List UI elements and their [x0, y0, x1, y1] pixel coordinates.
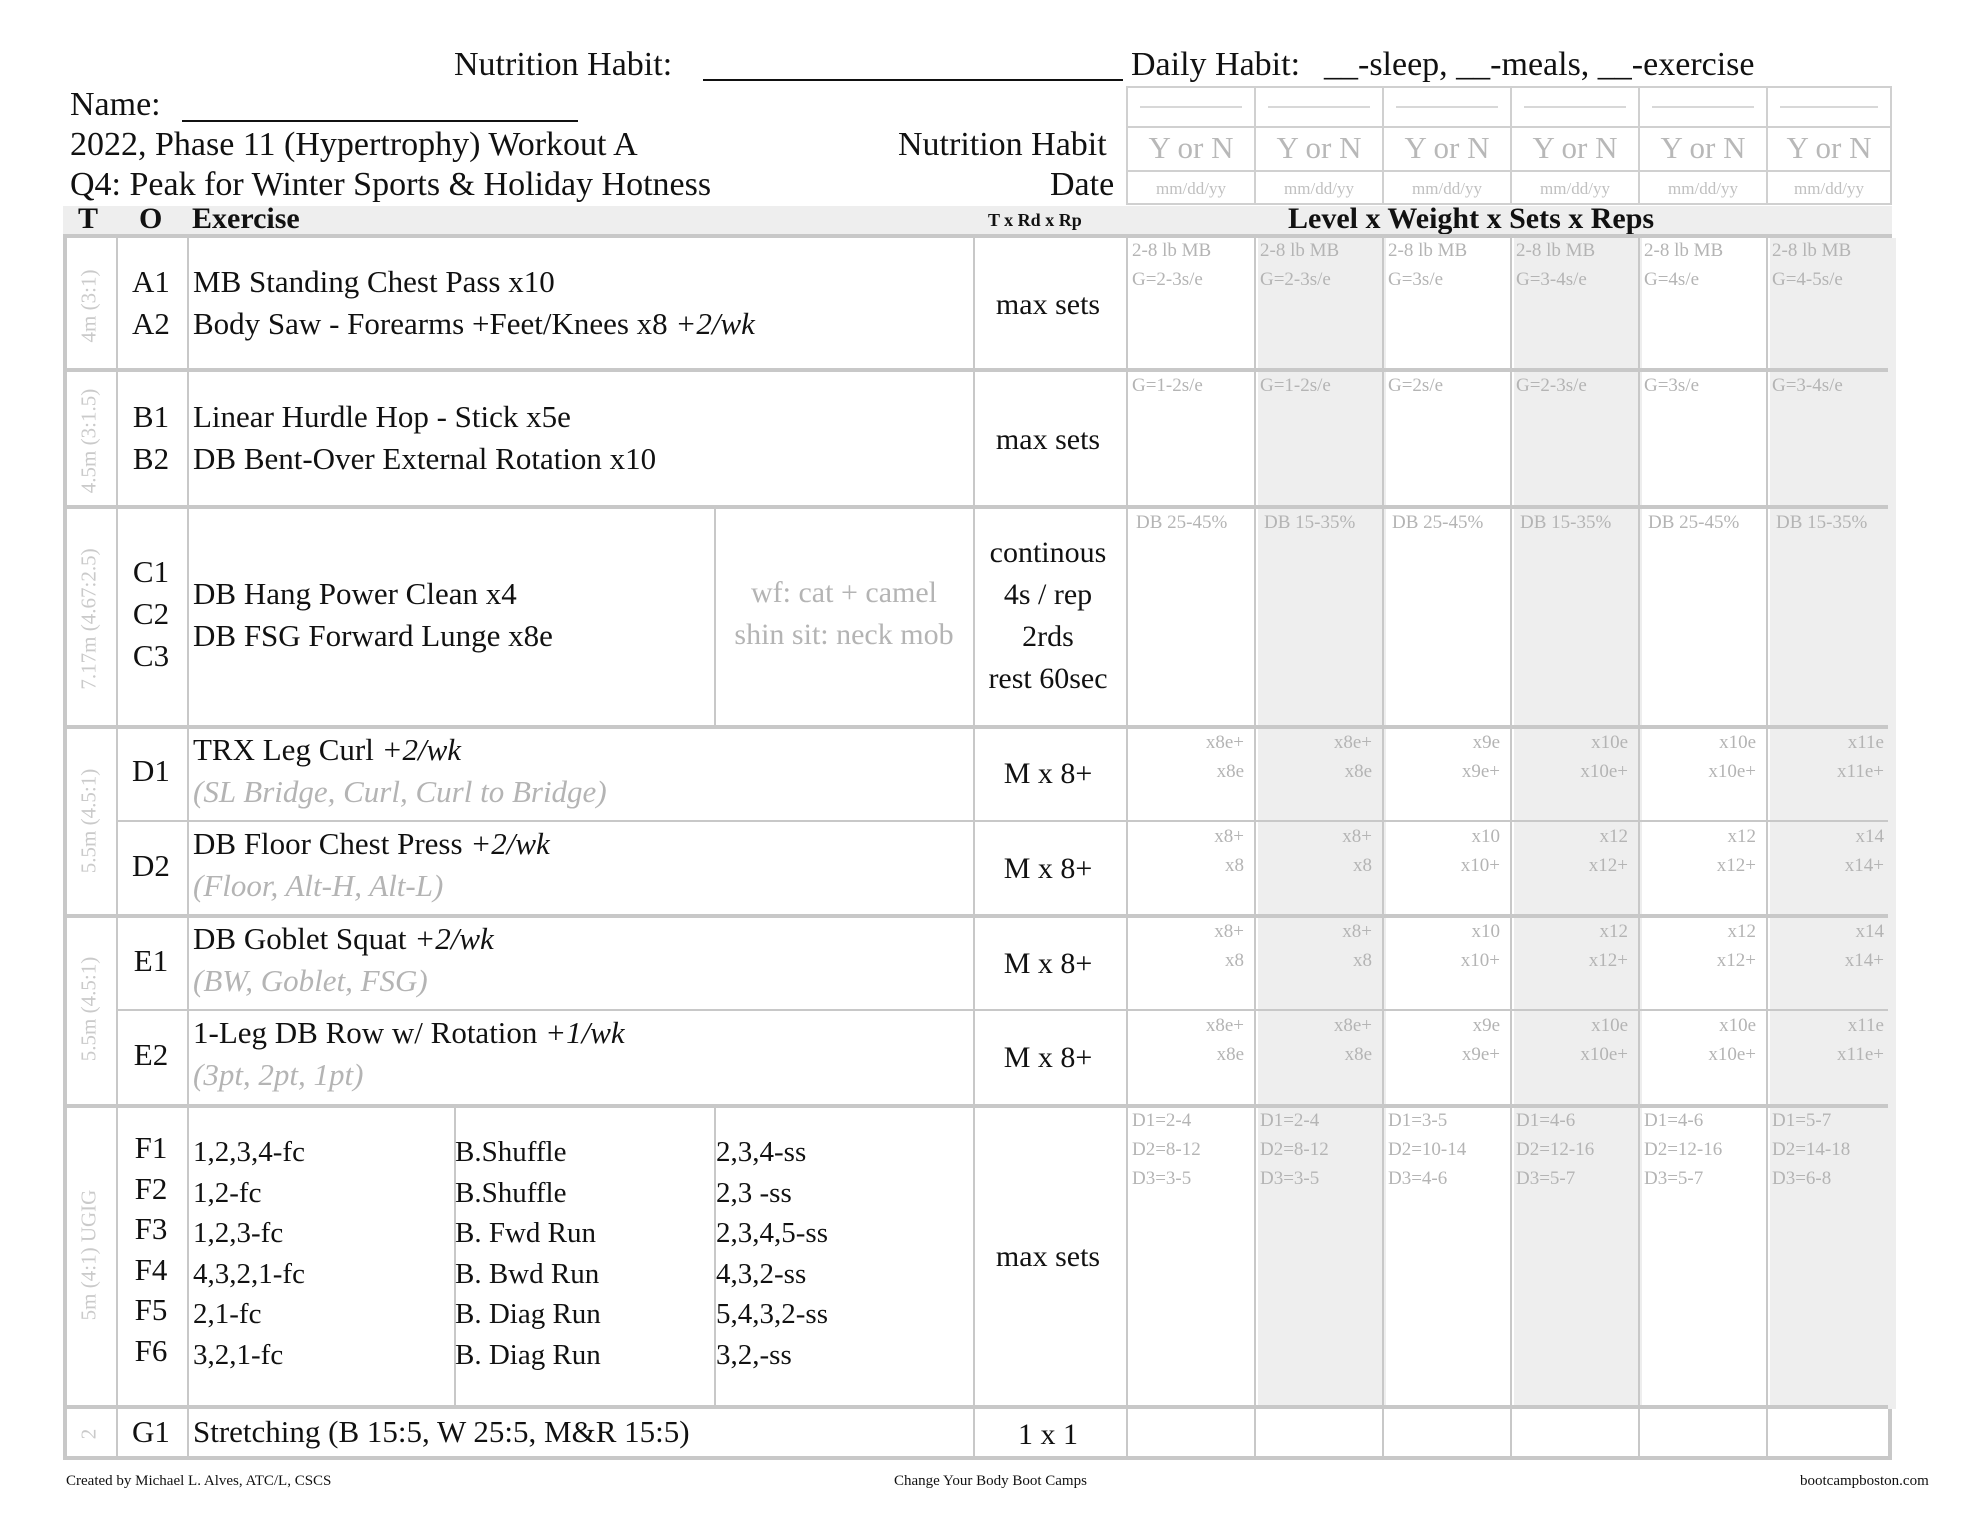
day-target: x8+ [1214, 826, 1244, 847]
day-target: G=3s/e [1388, 269, 1444, 290]
day-target: x11e+ [1837, 1044, 1884, 1065]
day-label-blank [1268, 106, 1370, 108]
drill-sequence: 2,3,4,5-ss [716, 1217, 828, 1249]
day-target: G=2s/e [1388, 375, 1444, 396]
day-target: D1=2-4 [1132, 1110, 1192, 1131]
col-t-header: T [78, 202, 99, 235]
txr-d2: M x 8+ [1003, 852, 1093, 885]
nutrition-yn-cell[interactable]: Y or N [1512, 126, 1638, 172]
day-target: G=3s/e [1644, 375, 1700, 396]
day-target: x8 [1353, 950, 1372, 971]
drill-sequence: 2,3,4-ss [716, 1136, 807, 1168]
daily-tracker-grid [1126, 86, 1892, 205]
name-label: Name: [70, 86, 161, 123]
drill-pattern: 1,2-fc [193, 1176, 262, 1209]
name-line[interactable] [182, 120, 578, 122]
day-target: G=2-3s/e [1516, 375, 1587, 396]
drill-movement: B. Diag Run [455, 1298, 601, 1330]
nutrition-habit-label: Nutrition Habit: [454, 46, 673, 83]
day-label-blank [1652, 106, 1754, 108]
order-f6: F6 [134, 1332, 168, 1368]
day-target: x10+ [1460, 855, 1500, 876]
exercise-e1-variations: (BW, Goblet, FSG) [193, 963, 428, 998]
day-target: x8e+ [1205, 732, 1244, 753]
exercise-c1: DB Hang Power Clean x4 [193, 576, 517, 611]
day-target: G=4-5s/e [1772, 269, 1843, 290]
day-target: x8e+ [1333, 732, 1372, 753]
exercise-b1: Linear Hurdle Hop - Stick x5e [193, 399, 571, 434]
day-target: x8+ [1342, 921, 1372, 942]
nutrition-yn-cell[interactable]: Y or N [1256, 126, 1382, 172]
day-target: x12 [1599, 921, 1628, 942]
exercise-e1-name: DB Goblet Squat [193, 921, 415, 956]
day-label-blank [1524, 106, 1626, 108]
exercise-a1: MB Standing Chest Pass x10 [193, 264, 555, 299]
nutrition-yn-cell[interactable]: Y or N [1640, 126, 1766, 172]
day-target: D1=4-6 [1644, 1110, 1704, 1131]
drill-movement: B. Bwd Run [455, 1257, 600, 1290]
order-g1: G1 [132, 1414, 170, 1449]
day-target: x10+ [1460, 950, 1500, 971]
day-target: x10e+ [1708, 1044, 1756, 1065]
day-target: DB 25-45% [1136, 512, 1228, 533]
day-target: 2-8 lb MB [1644, 240, 1724, 261]
exercise-d2-progression: +2/wk [470, 826, 550, 861]
block-d-time: 5.5m (4.5:1) [76, 768, 101, 874]
day-column-2 [1254, 86, 1384, 205]
day-target: x10e [1719, 1015, 1756, 1036]
exercise-d1-progression: +2/wk [381, 732, 462, 767]
day-target: D1=2-4 [1260, 1110, 1320, 1131]
exercise-d2-name: DB Floor Chest Press [193, 826, 471, 861]
day-target: x11e [1847, 1015, 1884, 1036]
day-target: x10 [1471, 826, 1500, 847]
day-target: D3=3-5 [1132, 1168, 1192, 1189]
day-target: x10e+ [1580, 1044, 1628, 1065]
day-target: x8 [1225, 855, 1244, 876]
date-cell[interactable]: mm/dd/yy [1412, 179, 1482, 198]
exercise-d1 [193, 732, 461, 768]
txr-a: max sets [995, 288, 1101, 321]
day-target: x10 [1471, 921, 1500, 942]
day-target: x8e [1216, 1044, 1244, 1065]
day-target: D2=10-14 [1388, 1139, 1467, 1160]
drill-movement: B.Shuffle [455, 1176, 567, 1209]
day-label-cell[interactable] [1128, 88, 1254, 128]
daily-habit-items: __-sleep, __-meals, __-exercise [1324, 46, 1755, 83]
exercise-a2-progression: +2/wk [675, 306, 755, 341]
footer-credit: Created by Michael L. Alves, ATC/L, CSCS [66, 1473, 332, 1489]
exercise-e2 [193, 1015, 625, 1051]
drill-sequence: 2,3 -ss [716, 1176, 792, 1209]
footer-website: bootcampboston.com [1800, 1473, 1929, 1489]
day-column-3 [1382, 86, 1512, 205]
order-d2: D2 [132, 848, 170, 883]
drill-pattern: 4,3,2,1-fc [193, 1257, 305, 1290]
day-target: x10e+ [1708, 761, 1756, 782]
col-txrdxrp-header: T x Rd x Rp [988, 210, 1082, 230]
order-c2: C2 [132, 596, 170, 631]
day-target: D3=3-5 [1260, 1168, 1320, 1189]
day-column-5 [1638, 86, 1768, 205]
day-target: D1=4-6 [1516, 1110, 1576, 1131]
day-target: D1=5-7 [1772, 1110, 1832, 1131]
drill-movement: B.Shuffle [455, 1136, 567, 1168]
block-g-time: 2 [76, 1428, 101, 1440]
day-target: x8+ [1342, 826, 1372, 847]
date-cell[interactable]: mm/dd/yy [1668, 179, 1738, 198]
day-column-6 [1766, 86, 1892, 205]
txr-c-4: rest 60sec [988, 662, 1108, 695]
date-cell[interactable]: mm/dd/yy [1284, 179, 1354, 198]
day-target: DB 25-45% [1648, 512, 1740, 533]
txr-c-2: 4s / rep [1003, 578, 1093, 611]
day-target: G=1-2s/e [1132, 375, 1203, 396]
order-e1: E1 [133, 943, 169, 978]
day-label-cell[interactable] [1512, 88, 1638, 128]
exercise-a2-name: Body Saw - Forearms +Feet/Knees x8 [193, 306, 676, 341]
mobility-c1: wf: cat + camel [751, 576, 937, 609]
order-e2: E2 [133, 1037, 169, 1072]
order-d1: D1 [132, 753, 170, 788]
drill-pattern: 1,2,3-fc [193, 1217, 284, 1249]
day-target: x8+ [1214, 921, 1244, 942]
block-a-time: 4m (3:1) [76, 269, 101, 343]
day-target: x12 [1727, 826, 1756, 847]
day-target: x12 [1727, 921, 1756, 942]
exercise-e1-progression: +2/wk [414, 921, 494, 956]
order-a2: A2 [132, 306, 170, 341]
day-target: x12+ [1716, 950, 1756, 971]
day-target: x14+ [1844, 950, 1884, 971]
block-c-time: 7.17m (4.67:2.5) [76, 548, 101, 690]
day-target: x12+ [1588, 950, 1628, 971]
day-label-blank [1780, 106, 1878, 108]
drill-sequence: 5,4,3,2-ss [716, 1298, 828, 1330]
nutrition-yn-cell[interactable]: Y or N [1128, 126, 1254, 172]
exercise-a2 [193, 306, 755, 342]
day-target: G=4s/e [1644, 269, 1700, 290]
day-target: x14+ [1844, 855, 1884, 876]
day-target: x8e+ [1333, 1015, 1372, 1036]
column-divider [187, 238, 189, 1456]
block-divider [67, 1104, 1888, 1108]
day-target: D3=4-6 [1388, 1168, 1448, 1189]
day-target: x12+ [1588, 855, 1628, 876]
day-target: G=3-4s/e [1516, 269, 1587, 290]
day-target: x8e+ [1205, 1015, 1244, 1036]
block-b-time: 4.5m (3:1.5) [76, 388, 101, 494]
block-e-time: 5.5m (4.5:1) [76, 956, 101, 1062]
day-target: x8 [1225, 950, 1244, 971]
exercise-e1 [193, 921, 494, 957]
drill-sequence: 4,3,2-ss [716, 1257, 807, 1290]
exercise-c2: DB FSG Forward Lunge x8e [193, 618, 553, 653]
order-c3: C3 [132, 638, 170, 673]
program-line: 2022, Phase 11 (Hypertrophy) Workout A [70, 126, 638, 163]
day-label-cell[interactable] [1256, 88, 1382, 128]
txr-e1: M x 8+ [1003, 947, 1093, 980]
day-target: 2-8 lb MB [1388, 240, 1468, 261]
date-row-label: Date [1050, 166, 1115, 203]
txr-e2: M x 8+ [1003, 1041, 1093, 1074]
day-target: x9e+ [1461, 761, 1500, 782]
col-level-header: Level x Weight x Sets x Reps [1288, 202, 1655, 235]
nutrition-habit-line[interactable] [703, 79, 1123, 81]
day-target: x14 [1855, 826, 1884, 847]
day-target: x8 [1353, 855, 1372, 876]
txr-d1: M x 8+ [1003, 757, 1093, 790]
day-target: 2-8 lb MB [1516, 240, 1596, 261]
exercise-d2 [193, 826, 550, 862]
day-target: D2=8-12 [1132, 1139, 1201, 1160]
block-divider [67, 1405, 1888, 1409]
order-f4: F4 [134, 1251, 168, 1287]
day-target: x8e [1344, 1044, 1372, 1065]
block-divider [67, 505, 1888, 509]
txr-b: max sets [995, 423, 1101, 456]
day-target: x9e [1472, 1015, 1500, 1036]
exercise-e2-name: 1-Leg DB Row w/ Rotation [193, 1015, 546, 1050]
nutrition-yn-cell[interactable]: Y or N [1768, 126, 1890, 172]
exercise-d1-name: TRX Leg Curl [193, 732, 382, 767]
nutrition-yn-cell[interactable]: Y or N [1384, 126, 1510, 172]
day-target: x10e+ [1580, 761, 1628, 782]
daily-habit-label: Daily Habit: [1131, 46, 1301, 83]
exercise-e2-progression: +1/wk [545, 1015, 625, 1050]
nutrition-row-label: Nutrition Habit [898, 126, 1107, 163]
date-cell[interactable]: mm/dd/yy [1540, 179, 1610, 198]
day-target: x11e+ [1837, 761, 1884, 782]
txr-c-3: 2rds [1022, 620, 1074, 653]
day-target: DB 25-45% [1392, 512, 1484, 533]
day-target: D1=3-5 [1388, 1110, 1448, 1131]
col-exercise-header: Exercise [192, 202, 300, 235]
day-target: 2-8 lb MB [1772, 240, 1852, 261]
order-f1: F1 [134, 1130, 168, 1165]
day-label-blank [1140, 106, 1242, 108]
order-f2: F2 [134, 1170, 168, 1206]
exercise-d2-variations: (Floor, Alt-H, Alt-L) [193, 868, 444, 903]
day-target: 2-8 lb MB [1260, 240, 1340, 261]
order-a1: A1 [132, 264, 170, 299]
block-divider [67, 368, 1888, 372]
exercise-g1: Stretching (B 15:5, W 25:5, M&R 15:5) [193, 1414, 690, 1449]
txr-c-1: continous [989, 536, 1107, 569]
date-cell[interactable]: mm/dd/yy [1156, 179, 1226, 198]
footer-brand: Change Your Body Boot Camps [894, 1473, 1087, 1489]
day-target: 2-8 lb MB [1132, 240, 1212, 261]
day-column-4 [1510, 86, 1640, 205]
exercise-b2: DB Bent-Over External Rotation x10 [193, 441, 657, 476]
day-target: x14 [1855, 921, 1884, 942]
mobility-c2: shin sit: neck mob [734, 618, 954, 651]
day-target: D2=14-18 [1772, 1139, 1851, 1160]
day-target: x12+ [1716, 855, 1756, 876]
date-cell[interactable]: mm/dd/yy [1794, 179, 1864, 198]
day-column-1 [1126, 86, 1256, 205]
drill-movement: B. Diag Run [455, 1338, 601, 1371]
day-target: D3=5-7 [1644, 1168, 1704, 1189]
order-f5: F5 [134, 1292, 168, 1327]
drill-pattern: 3,2,1-fc [193, 1338, 284, 1371]
quarter-line: Q4: Peak for Winter Sports & Holiday Hotness [70, 166, 712, 203]
day-target: x10e [1591, 1015, 1628, 1036]
order-f3: F3 [134, 1211, 168, 1246]
drill-movement: B. Fwd Run [455, 1217, 597, 1249]
day-label-cell[interactable] [1640, 88, 1766, 128]
day-target: D2=12-16 [1644, 1139, 1723, 1160]
day-target: G=2-3s/e [1260, 269, 1331, 290]
order-c1: C1 [132, 554, 170, 589]
order-b1: B1 [132, 399, 170, 434]
col-o-header: O [139, 202, 163, 235]
exercise-d1-variations: (SL Bridge, Curl, Curl to Bridge) [193, 774, 607, 809]
day-label-blank [1396, 106, 1498, 108]
exercise-e2-variations: (3pt, 2pt, 1pt) [193, 1057, 364, 1092]
day-target: x8e [1344, 761, 1372, 782]
day-target: DB 15-35% [1264, 512, 1356, 533]
block-f-time: 5m (4:1) UGIG [76, 1189, 101, 1321]
day-target: D3=6-8 [1772, 1168, 1832, 1189]
day-target: G=1-2s/e [1260, 375, 1331, 396]
day-target: DB 15-35% [1520, 512, 1612, 533]
txr-f: max sets [995, 1240, 1101, 1273]
day-target: x12 [1599, 826, 1628, 847]
day-target: G=3-4s/e [1772, 375, 1843, 396]
txr-g: 1 x 1 [1018, 1418, 1078, 1451]
day-target: x9e [1472, 732, 1500, 753]
drill-pattern: 2,1-fc [193, 1298, 262, 1330]
day-target: DB 15-35% [1776, 512, 1868, 533]
drill-sequence: 3,2,-ss [716, 1338, 792, 1371]
day-label-cell[interactable] [1768, 88, 1890, 128]
day-label-cell[interactable] [1384, 88, 1510, 128]
drill-pattern: 1,2,3,4-fc [193, 1136, 305, 1168]
day-target: x9e+ [1461, 1044, 1500, 1065]
day-target: x8e [1216, 761, 1244, 782]
day-target: D2=12-16 [1516, 1139, 1595, 1160]
order-b2: B2 [132, 441, 170, 476]
day-target: x10e [1719, 732, 1756, 753]
day-target: x10e [1591, 732, 1628, 753]
day-target: x11e [1847, 732, 1884, 753]
day-target: D3=5-7 [1516, 1168, 1576, 1189]
day-target: G=2-3s/e [1132, 269, 1203, 290]
day-target: D2=8-12 [1260, 1139, 1329, 1160]
